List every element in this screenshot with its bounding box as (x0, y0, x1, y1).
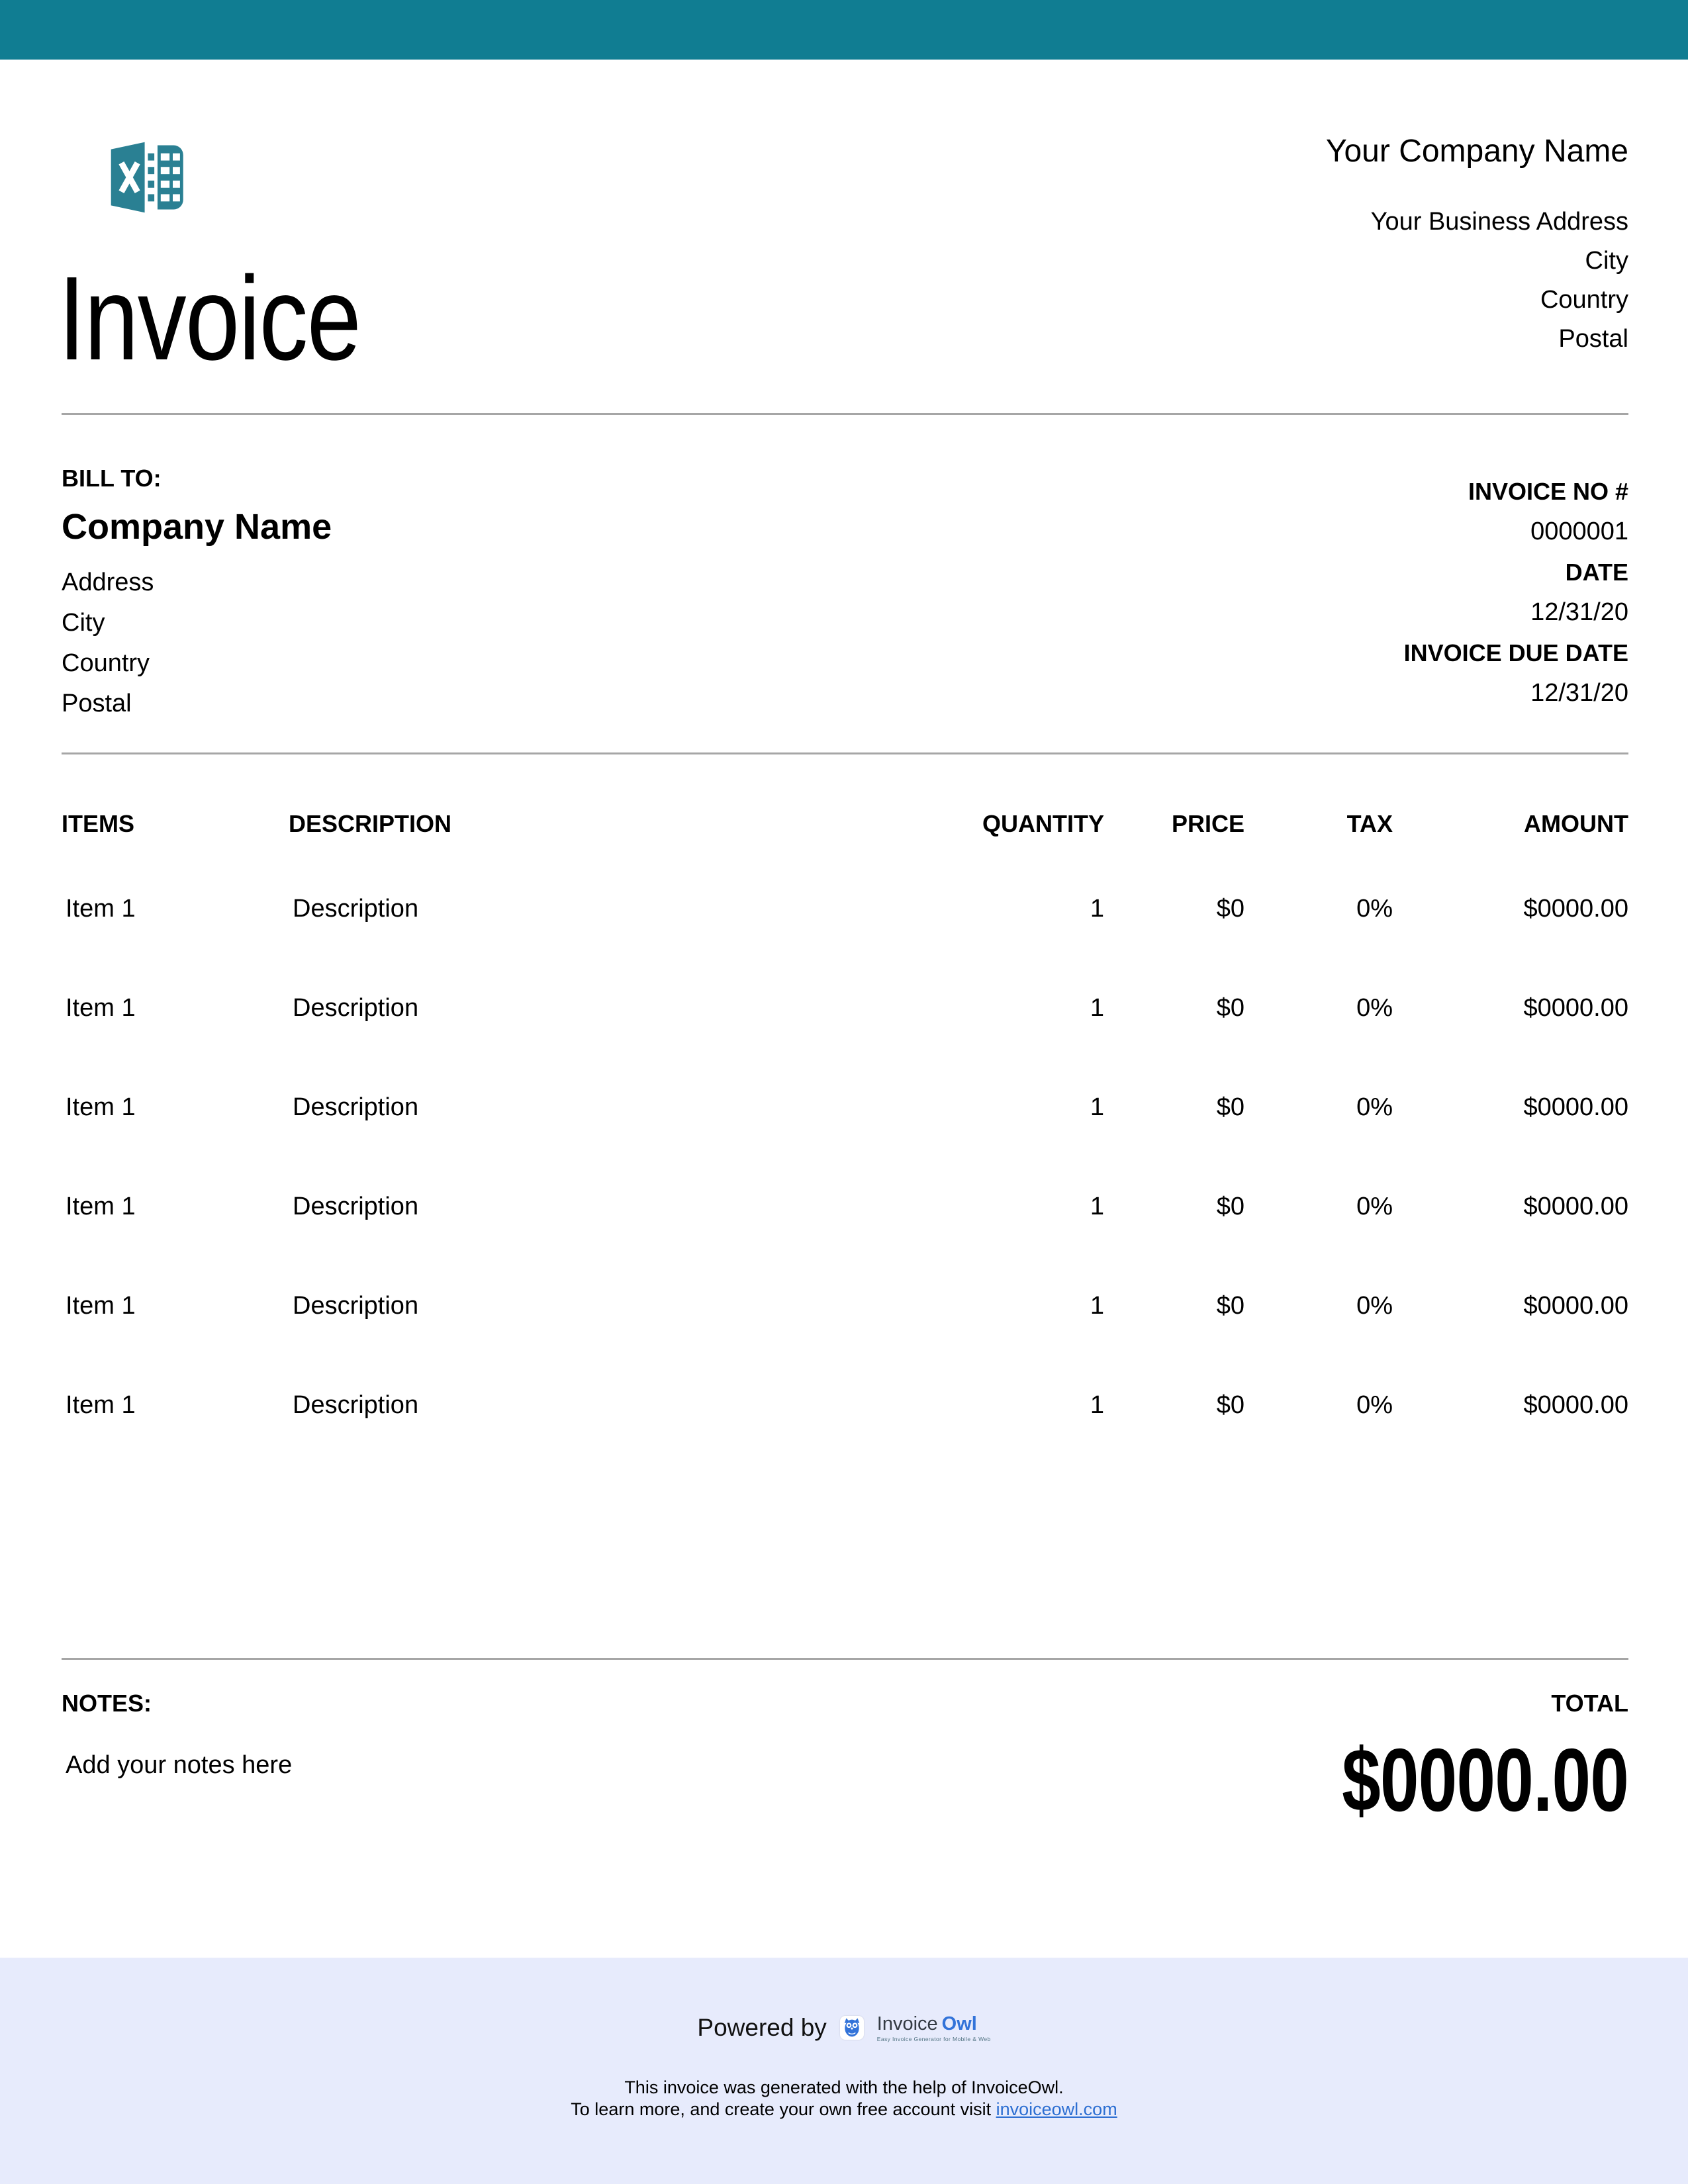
total-value: $0000.00 (1342, 1730, 1628, 1830)
cell-description: Description (293, 1093, 419, 1121)
cell-amount: $0000.00 (1523, 895, 1628, 923)
invoice-number-label: INVOICE NO # (1468, 478, 1628, 505)
invoice-due-date-value: 12/31/20 (1530, 679, 1628, 707)
footer-learn-more-prefix: To learn more, and create your own free account visit (571, 2099, 992, 2119)
logo-tagline: Easy Invoice Generator for Mobile & Web (876, 2035, 991, 2042)
invoice-meta-block (1404, 471, 1628, 713)
bill-to-label: BILL TO: (62, 465, 162, 492)
bill-to-block (62, 463, 332, 724)
cell-description: Description (293, 1391, 419, 1419)
cell-tax: 0% (1356, 1391, 1393, 1419)
table-row (62, 1391, 1628, 1418)
company-address-line: Your Business Address (1370, 208, 1628, 236)
table-row (62, 1292, 1628, 1318)
cell-price: $0 (1216, 1093, 1244, 1121)
invoiceowl-logo-text (877, 2014, 991, 2042)
bill-to-postal-line: Postal (62, 690, 132, 717)
cell-tax: 0% (1356, 895, 1393, 923)
bill-to-city-line: City (62, 609, 105, 637)
table-body (62, 895, 1628, 1418)
invoiceowl-logo-badge (840, 2016, 864, 2040)
invoice-date-label: DATE (1565, 559, 1628, 586)
cell-item: Item 1 (66, 895, 136, 923)
notes-label: NOTES: (62, 1690, 152, 1717)
table-header-row (62, 810, 1628, 837)
logo-invoice-word: Invoice (876, 2013, 938, 2034)
excel-icon (105, 137, 188, 218)
bill-to-address-line: Address (62, 569, 154, 596)
cell-item: Item 1 (66, 1391, 136, 1419)
header-price: PRICE (1171, 810, 1244, 837)
owl-icon (843, 2018, 861, 2038)
footer-generated-text: This invoice was generated with the help of InvoiceOwl. (624, 2077, 1064, 2097)
cell-price: $0 (1216, 1292, 1244, 1320)
cell-amount: $0000.00 (1523, 1093, 1628, 1121)
table-row (62, 1093, 1628, 1120)
cell-item: Item 1 (66, 994, 136, 1022)
bill-to-company-name: Company Name (62, 507, 332, 547)
cell-quantity: 1 (1090, 1193, 1104, 1220)
company-postal-line: Postal (1558, 325, 1628, 353)
header-items: ITEMS (62, 810, 135, 837)
divider-top (62, 413, 1628, 415)
invoice-due-date-label: INVOICE DUE DATE (1403, 639, 1628, 666)
company-header-block (1326, 134, 1628, 359)
cell-amount: $0000.00 (1523, 994, 1628, 1022)
cell-quantity: 1 (1090, 1093, 1104, 1121)
cell-amount: $0000.00 (1523, 1292, 1628, 1320)
divider-table-top (62, 752, 1628, 754)
cell-price: $0 (1216, 1193, 1244, 1220)
invoiceowl-link[interactable]: invoiceowl.com (996, 2099, 1117, 2119)
cell-price: $0 (1216, 895, 1244, 923)
document-title: Invoice (58, 252, 361, 385)
invoice-date-value: 12/31/20 (1530, 598, 1628, 626)
company-country-line: Country (1540, 286, 1628, 314)
footer (0, 1958, 1688, 2184)
powered-by-row (0, 2013, 1688, 2042)
table-row (62, 1193, 1628, 1219)
total-label: TOTAL (1551, 1690, 1628, 1717)
table-row (62, 994, 1628, 1021)
bill-to-country-line: Country (62, 649, 150, 677)
cell-quantity: 1 (1090, 1292, 1104, 1320)
cell-tax: 0% (1356, 1193, 1393, 1220)
cell-price: $0 (1216, 994, 1244, 1022)
powered-by-label: Powered by (697, 2014, 827, 2041)
cell-quantity: 1 (1090, 895, 1104, 923)
company-city-line: City (1585, 247, 1628, 275)
header-amount: AMOUNT (1524, 810, 1628, 837)
table-row (62, 895, 1628, 921)
cell-quantity: 1 (1090, 994, 1104, 1022)
cell-description: Description (293, 1193, 419, 1220)
header-tax: TAX (1346, 810, 1393, 837)
cell-amount: $0000.00 (1523, 1193, 1628, 1220)
cell-amount: $0000.00 (1523, 1391, 1628, 1419)
logo-owl-word: Owl (941, 2013, 977, 2034)
invoice-number-value: 0000001 (1530, 518, 1628, 545)
notes-content: Add your notes here (66, 1751, 293, 1779)
cell-item: Item 1 (66, 1093, 136, 1121)
header-description: DESCRIPTION (289, 810, 452, 837)
cell-tax: 0% (1356, 1292, 1393, 1320)
cell-item: Item 1 (66, 1193, 136, 1220)
line-items-table (62, 810, 1628, 1418)
cell-item: Item 1 (66, 1292, 136, 1320)
cell-tax: 0% (1356, 1093, 1393, 1121)
cell-description: Description (293, 994, 419, 1022)
cell-quantity: 1 (1090, 1391, 1104, 1419)
cell-price: $0 (1216, 1391, 1244, 1419)
cell-tax: 0% (1356, 994, 1393, 1022)
company-name: Your Company Name (1325, 134, 1628, 169)
cell-description: Description (293, 895, 419, 923)
footer-learn-more-text (0, 2099, 1688, 2120)
header-quantity: QUANTITY (982, 810, 1104, 837)
divider-notes-top (62, 1658, 1628, 1660)
top-accent-bar (0, 0, 1688, 60)
cell-description: Description (293, 1292, 419, 1320)
